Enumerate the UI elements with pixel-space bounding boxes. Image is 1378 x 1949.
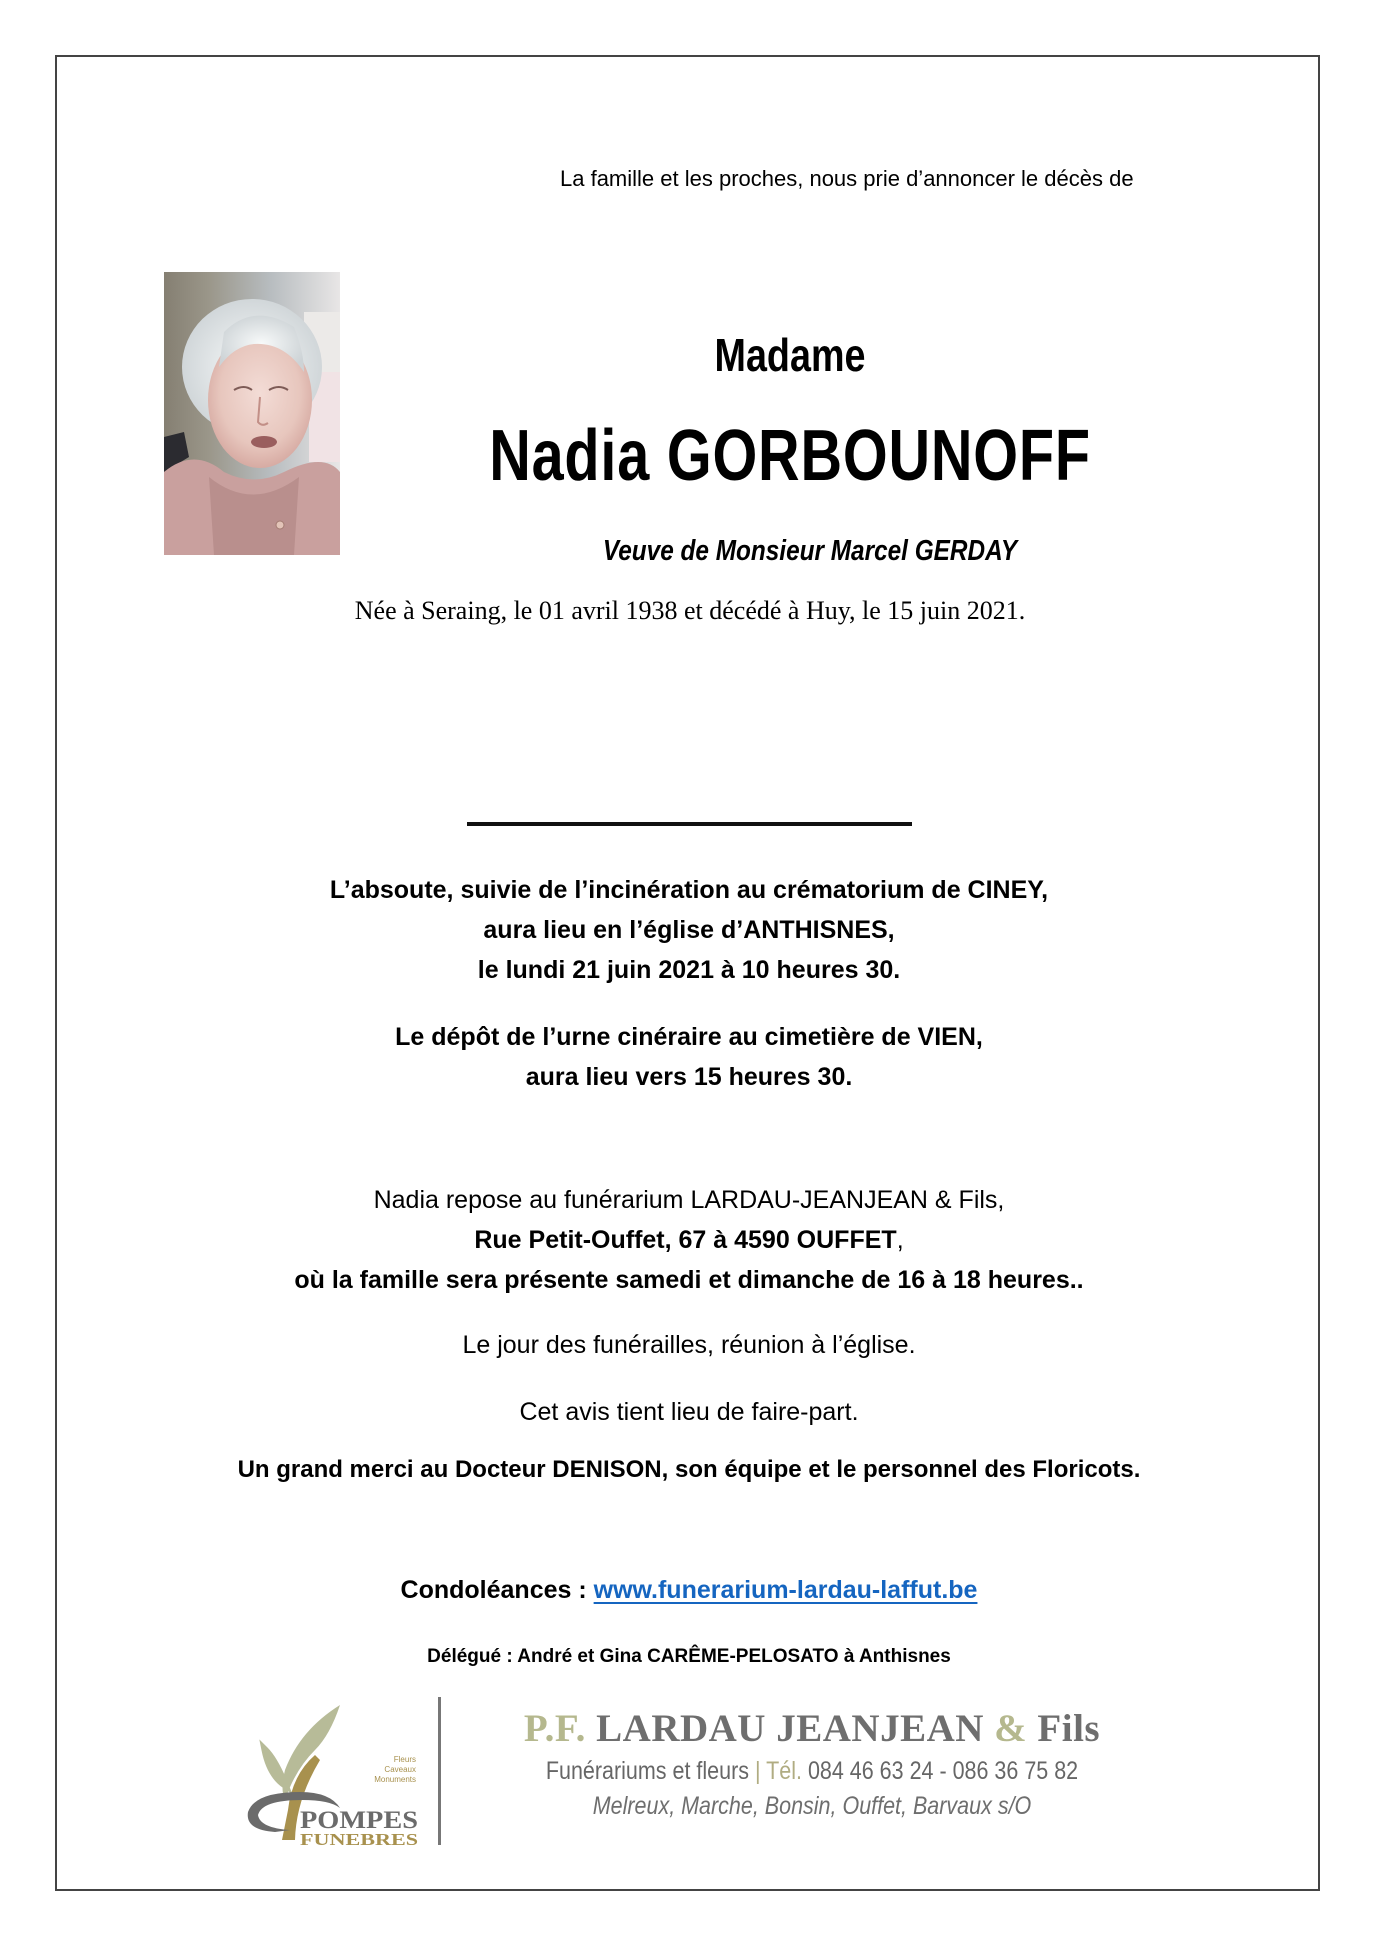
brand-phone-label: | Tél. [754, 1757, 802, 1785]
brand-name [462, 1706, 1162, 1751]
repose-address: Rue Petit-Ouffet, 67 à 4590 OUFFET [474, 1226, 897, 1254]
brand-locations: Melreux, Marche, Bonsin, Ouffet, Barvaux s/O [592, 1792, 1032, 1820]
repose-address-suffix: , [896, 1226, 904, 1254]
repose-address-line [120, 1220, 1258, 1260]
ceremony-line-2: aura lieu en l’église d’ANTHISNES, [483, 916, 895, 944]
logo-image [230, 1700, 425, 1850]
urn-line-2: aura lieu vers 15 heures 30. [525, 1063, 853, 1091]
section-divider [467, 822, 912, 826]
brand-phones: 084 46 63 24 - 086 36 75 82 [801, 1757, 1079, 1785]
deceased-name: Nadia GORBOUNOFF [489, 416, 1091, 496]
brand-amp: & [994, 1707, 1028, 1750]
thanks-line: Un grand merci au Docteur DENISON, son équipe et le personnel des Floricots. [237, 1456, 1141, 1483]
logo-word-pompes: POMPES [300, 1807, 418, 1834]
condolences-line [120, 1570, 1258, 1610]
brand-prefix: P.F. [523, 1707, 586, 1750]
brand-services: Funérariums et fleurs [545, 1757, 755, 1785]
urn-line-1: Le dépôt de l’urne cinéraire au cimetière de VIEN, [395, 1023, 983, 1051]
logo-tagline-3: Monuments [374, 1775, 416, 1784]
portrait-image [164, 272, 340, 555]
intro-text: La famille et les proches, nous prie d’annoncer le décès de [560, 166, 1134, 191]
widow-of-line: Veuve de Monsieur Marcel GERDAY [602, 535, 1018, 567]
brand-block [462, 1706, 1162, 1821]
repose-line-3: où la famille sera présente samedi et dimanche de 16 à 18 heures.. [294, 1266, 1084, 1294]
notice-line: Cet avis tient lieu de faire-part. [519, 1398, 859, 1426]
logo-separator [438, 1697, 441, 1845]
condolences-link[interactable]: www.funerarium-lardau-laffut.be [593, 1576, 978, 1604]
pompes-funebres-logo [230, 1700, 425, 1850]
birth-death-line: Née à Seraing, le 01 avril 1938 et décédé à Huy, le 15 juin 2021. [354, 596, 1026, 625]
urn-block [120, 1017, 1258, 1097]
meeting-line: Le jour des funérailles, réunion à l’église. [462, 1331, 916, 1359]
logo-leaf-large [283, 1705, 341, 1800]
logo-tagline-2: Caveaux [384, 1765, 416, 1774]
ceremony-line-3: le lundi 21 juin 2021 à 10 heures 30. [477, 956, 901, 984]
ceremony-line-1: L’absoute, suivie de l’incinération au crématorium de CINEY, [329, 876, 1049, 904]
repose-line-1: Nadia repose au funérarium LARDAU-JEANJEAN & Fils, [373, 1186, 1005, 1214]
ceremony-block [120, 870, 1258, 990]
logo-tagline-1: Fleurs [393, 1755, 416, 1764]
brand-suffix: Fils [1027, 1707, 1101, 1750]
repose-block [120, 1180, 1258, 1300]
portrait-photo [164, 272, 340, 555]
brand-main: LARDAU JEANJEAN [585, 1707, 995, 1750]
delegate-line: Délégué : André et Gina CARÊME-PELOSATO à Anthisnes [427, 1646, 951, 1667]
logo-word-funebres: FUNEBRES [300, 1830, 418, 1849]
honorific-title: Madame [714, 329, 866, 381]
condolences-label: Condoléances : [400, 1576, 594, 1604]
logo-leaf-small [265, 1750, 285, 1785]
brand-services-line [511, 1757, 1113, 1786]
